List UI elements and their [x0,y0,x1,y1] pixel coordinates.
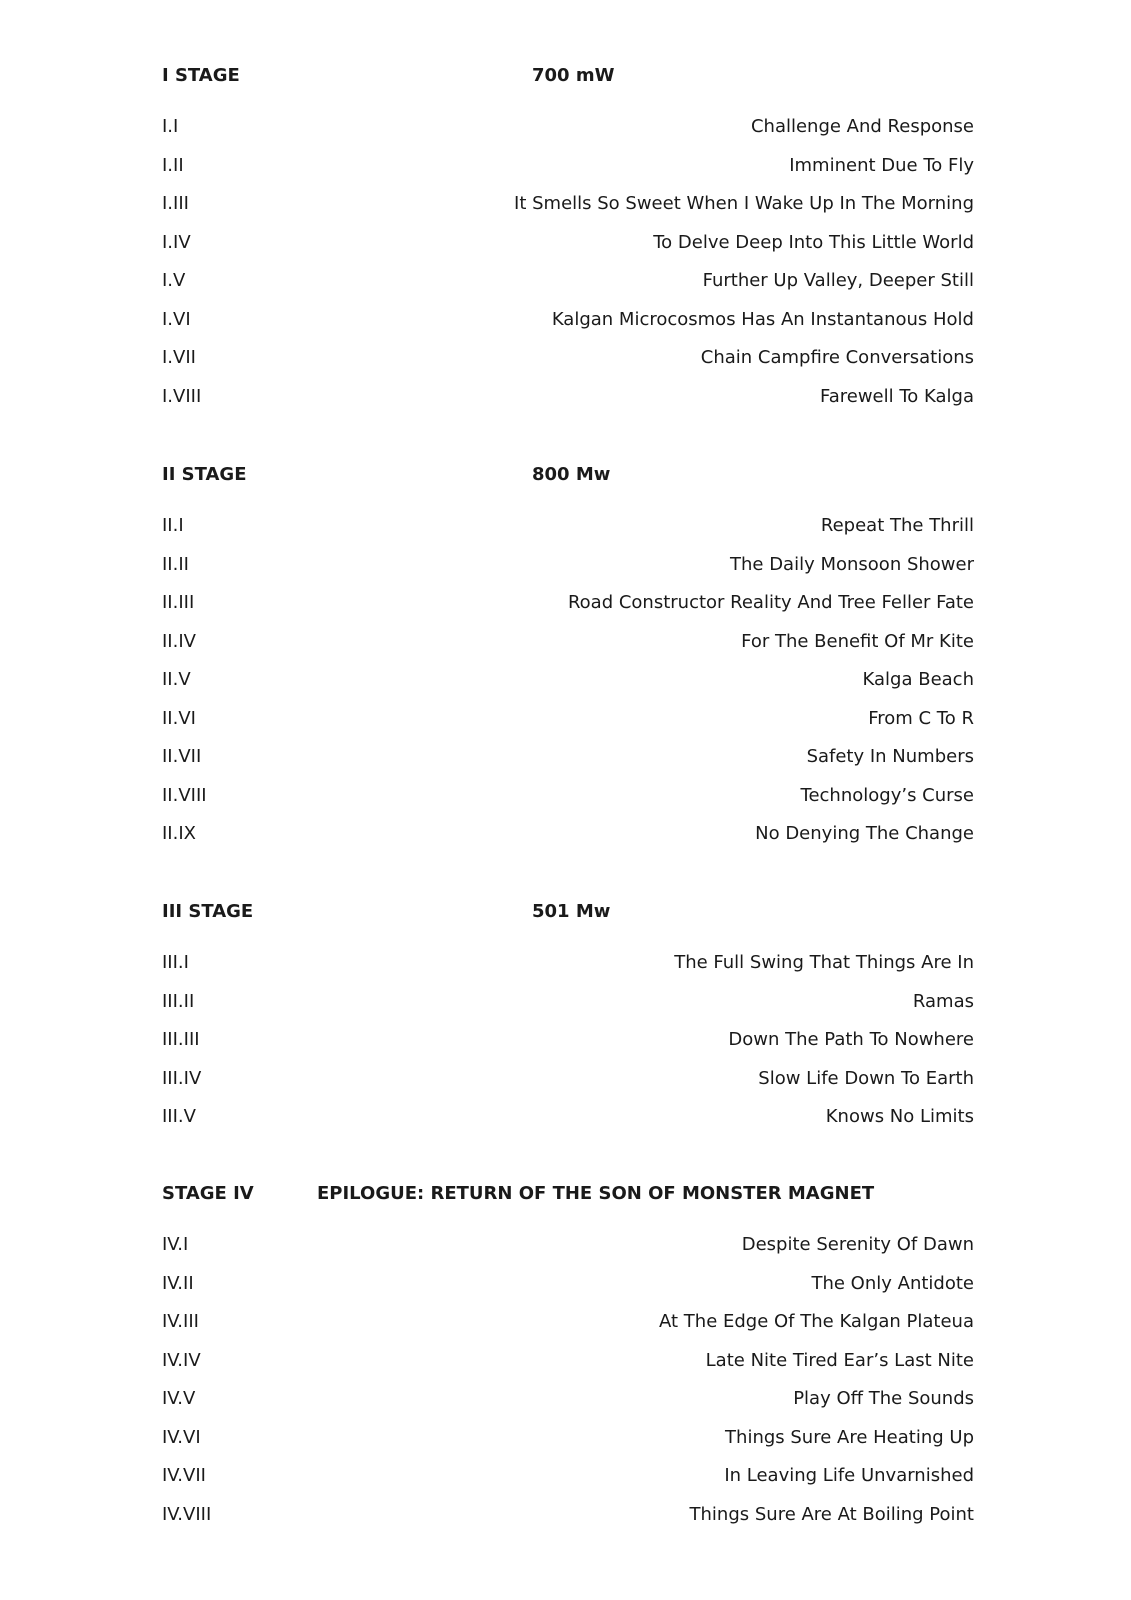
track-row [162,1310,974,1349]
track-title: Kalga Beach [862,669,974,690]
track-row [162,231,974,270]
track-title: In Leaving Life Unvarnished [724,1465,974,1486]
track-row [162,1067,974,1106]
track-title: To Delve Deep Into This Little World [653,231,974,253]
stage-power: 501 Mw [532,901,611,922]
track-title: Knows No Limits [825,1106,974,1127]
stage-header [162,463,974,487]
stage-power: 800 Mw [532,464,611,485]
track-number: II.VI [162,707,196,729]
track-list [162,1233,974,1541]
stage-power: 700 mW [532,65,615,86]
stage-label: III STAGE [162,901,254,922]
track-title: The Full Swing That Things Are In [674,952,974,973]
track-title: No Denying The Change [755,823,974,844]
stage-4 [162,1182,974,1541]
track-number: I.I [162,116,179,137]
track-list [162,514,974,861]
track-title: Things Sure Are Heating Up [725,1426,974,1448]
track-row [162,1387,974,1426]
track-title: Safety In Numbers [806,746,974,767]
track-title: Further Up Valley, Deeper Still [702,270,974,291]
track-row [162,1426,974,1465]
track-list [162,951,974,1144]
stage-label: STAGE IV [162,1183,254,1204]
track-number: III.II [162,990,195,1012]
track-title: Farewell To Kalga [820,385,974,407]
track-number: I.VII [162,347,196,368]
track-title: Slow Life Down To Earth [758,1067,974,1089]
track-title: Chain Campfire Conversations [700,347,974,368]
track-row [162,385,974,424]
track-number: I.III [162,193,189,214]
track-number: II.I [162,515,184,536]
track-number: II.IX [162,823,196,844]
track-title: At The Edge Of The Kalgan Plateua [659,1311,974,1332]
track-title: Challenge And Response [750,116,974,137]
track-row [162,745,974,784]
track-number: IV.V [162,1388,196,1409]
track-row [162,308,974,347]
track-title: Repeat The Thrill [820,515,974,536]
track-number: I.VI [162,308,191,330]
track-title: It Smells So Sweet When I Wake Up In The Morning [514,193,974,214]
track-title: Road Constructor Reality And Tree Feller Fate [567,592,974,613]
track-number: IV.III [162,1311,199,1332]
track-row [162,154,974,193]
track-title: The Only Antidote [811,1272,974,1294]
stage-header [162,64,974,88]
track-row [162,630,974,669]
track-number: IV.II [162,1272,194,1294]
track-row [162,1105,974,1144]
track-title: Things Sure Are At Boiling Point [689,1503,974,1525]
track-number: IV.VII [162,1465,206,1486]
stage-header [162,900,974,924]
track-title: Despite Serenity Of Dawn [741,1234,974,1255]
track-number: III.V [162,1106,196,1127]
track-number: II.V [162,669,191,690]
stage-label: I STAGE [162,65,240,86]
track-number: II.VIII [162,784,207,806]
stage-epilogue-title: EPILOGUE: RETURN OF THE SON OF MONSTER MAGNET [317,1183,875,1204]
track-row [162,1349,974,1388]
stage-3 [162,900,974,1144]
track-title: For The Benefit Of Mr Kite [741,630,974,652]
track-title: Play Off The Sounds [793,1388,974,1409]
track-row [162,591,974,630]
track-row [162,784,974,823]
track-row [162,951,974,990]
track-number: I.VIII [162,385,202,407]
stage-1 [162,64,974,423]
track-row [162,707,974,746]
track-row [162,346,974,385]
track-number: I.V [162,270,186,291]
stage-header [162,1182,974,1206]
track-number: I.IV [162,231,191,253]
track-number: II.II [162,553,189,575]
track-title: The Daily Monsoon Shower [730,553,974,575]
track-row [162,192,974,231]
stage-label: II STAGE [162,464,247,485]
track-title: Late Nite Tired Ear’s Last Nite [705,1349,974,1371]
stage-2 [162,463,974,861]
track-number: IV.I [162,1234,189,1255]
track-row [162,115,974,154]
track-title: Technology’s Curse [800,784,974,806]
track-number: I.II [162,154,184,176]
track-row [162,1503,974,1542]
track-number: IV.VIII [162,1503,212,1525]
track-number: III.III [162,1029,200,1050]
track-number: IV.IV [162,1349,201,1371]
track-title: Kalgan Microcosmos Has An Instantanous Hold [551,308,974,330]
track-row [162,269,974,308]
track-title: Imminent Due To Fly [789,154,974,176]
track-row [162,1464,974,1503]
track-title: Down The Path To Nowhere [728,1029,974,1050]
track-number: II.IV [162,630,196,652]
track-list [162,115,974,423]
track-row [162,514,974,553]
track-row [162,1233,974,1272]
track-row [162,822,974,861]
track-number: II.VII [162,746,202,767]
track-number: III.I [162,952,189,973]
track-number: II.III [162,592,195,613]
track-row [162,668,974,707]
track-title: From C To R [868,707,974,729]
track-row [162,990,974,1029]
track-title: Ramas [912,990,974,1012]
track-row [162,553,974,592]
track-row [162,1028,974,1067]
track-row [162,1272,974,1311]
track-number: III.IV [162,1067,202,1089]
track-number: IV.VI [162,1426,201,1448]
